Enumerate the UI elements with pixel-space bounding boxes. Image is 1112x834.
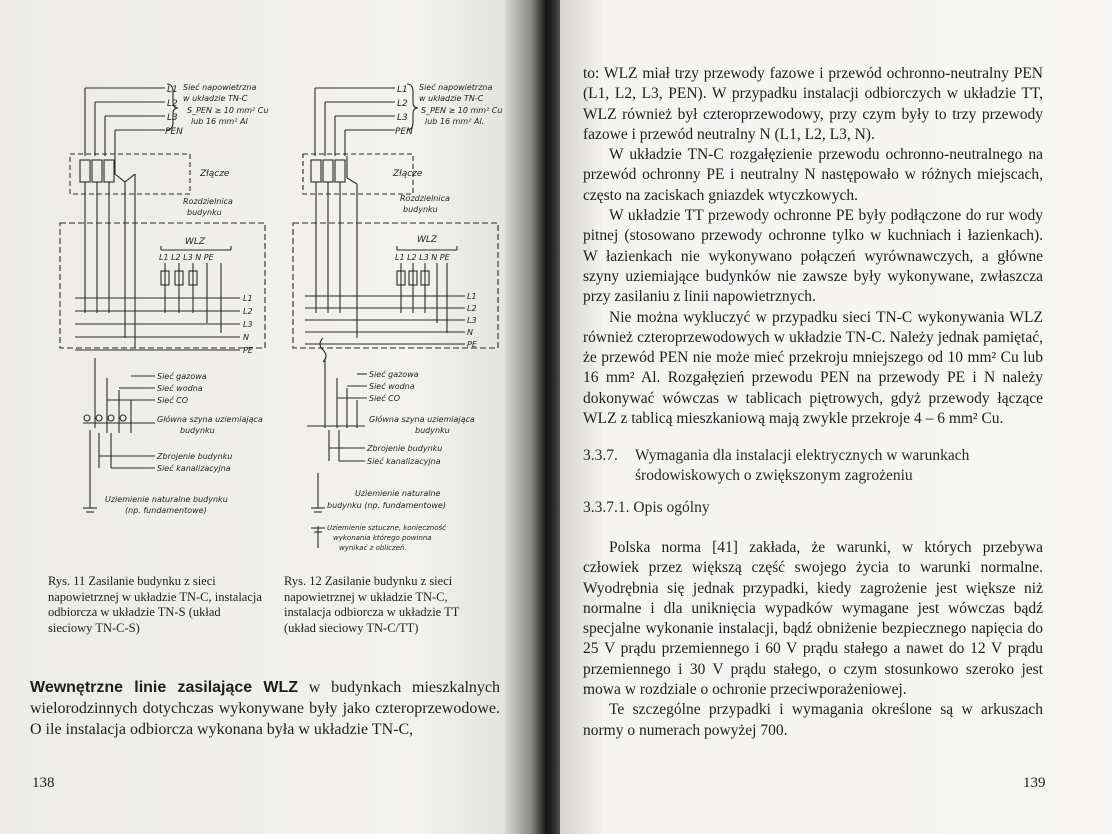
fig12-wire-pen: PEN <box>395 127 413 137</box>
fig11-out-l3: L3 <box>243 320 253 329</box>
figure-12-caption: Rys. 12 Zasilanie budynku z sieci napowietrznej w układzie TN-C, instalacja odbiorcza w układzie TT (układ sieciowy TN-C/TT) <box>284 574 460 635</box>
fig11-util-co: Sieć CO <box>157 396 189 405</box>
fig12-util-gas: Sieć gazowa <box>369 370 419 379</box>
fig11-wire-l2: L2 <box>167 99 178 109</box>
paragraph: Nie można wykluczyć w przypadku sieci TN-C wykonywania WLZ również czteroprzewodowych w układzie TN-C. Należy jednak pamiętać, że przewód PEN nie może mieć przekroju mniejszego od 10 mm² Cu lub 16 mm² Al. Rozgałęzień przewodu PEN na przewody PE i N należy dokonywać wówczas w tablicach piętrowych, gdyż przewody łączące WLZ z tablicą mieszkaniową mają zwykle przekroje 4 – 6 mm² Cu. <box>583 308 1043 428</box>
left-page <box>0 0 520 834</box>
fig12-out-l3: L3 <box>467 316 477 325</box>
fig12-wire-l2: L2 <box>397 99 408 109</box>
fig12-overhead-3: S_PEN ≥ 10 mm² Cu <box>421 106 503 115</box>
fig11-mainbar-1: Główna szyna uziemiająca <box>157 415 263 424</box>
wlz-lead-term: Wewnętrzne linie zasilające WLZ <box>30 679 299 696</box>
fig12-wire-l1: L1 <box>397 85 408 95</box>
fig11-overhead-3: S_PEN ≥ 10 mm² Cu <box>187 106 269 115</box>
fig12-overhead-1: Sieć napowietrzna <box>419 83 493 92</box>
left-body-text: w budynkach mieszkalnych wielorodzinnych dotychczas wykonywane były jako czteroprzewodowe. O ile instalacja odbiorcza wykonana była w układzie TN-C, <box>30 679 500 738</box>
fig11-wlz: WLZ <box>185 237 206 247</box>
fig12-util-co: Sieć CO <box>369 394 401 403</box>
figure-11-diagram <box>55 78 280 518</box>
fig11-uziemienie-2: (np. fundamentowe) <box>125 506 207 515</box>
fig12-mainbar-2: budynku <box>415 426 450 435</box>
fig11-wire-pen: PEN <box>165 127 183 137</box>
page-number-right: 139 <box>1023 775 1046 791</box>
fig12-util-water: Sieć wodna <box>369 382 415 391</box>
fig12-uziemienie-1: Uziemienie naturalne <box>355 489 441 498</box>
fig12-kanalizacja: Sieć kanalizacyjna <box>367 457 441 466</box>
fig12-sztuczne-1: Uziemienie sztuczne, konieczność <box>327 524 447 532</box>
fig12-sztuczne-3: wynikać z obliczeń. <box>339 544 407 552</box>
fig12-zbrojenie: Zbrojenie budynku <box>367 444 443 453</box>
right-body-block-2 <box>583 538 1043 741</box>
figure-12-diagram <box>285 78 510 568</box>
fig11-uziemienie-1: Uziemienie naturalne budynku <box>105 495 228 504</box>
fig12-overhead-2: w układzie TN-C <box>419 94 484 103</box>
fig11-out-l1: L1 <box>243 294 253 303</box>
fig11-overhead-2: w układzie TN-C <box>183 94 248 103</box>
fig11-overhead-1: Sieć napowietrzna <box>183 83 257 92</box>
paragraph: Te szczególne przypadki i wymagania określone są w arkuszach normy o numerach powyżej 700. <box>583 701 1043 739</box>
fig12-rozdz-2: budynku <box>403 205 438 214</box>
fig12-overhead-4: lub 16 mm² Al. <box>425 117 485 126</box>
right-body-block-1 <box>583 64 1043 429</box>
fig11-zbrojenie: Zbrojenie budynku <box>157 452 233 461</box>
fig12-rozdz-1: Rozdzielnica <box>400 194 450 203</box>
fig12-out-n: N <box>467 328 473 337</box>
fig11-rozdz-2: budynku <box>187 208 222 217</box>
fig11-wire-l3: L3 <box>167 113 178 123</box>
fig12-out-pe: PE <box>467 340 477 349</box>
fig12-sztuczne-2: wykonania którego powinna <box>333 534 432 542</box>
fig12-wlz-wires: L1 L2 L3 N PE <box>395 253 450 262</box>
section-3-3-7-1-heading: 3.3.7.1. Opis ogólny <box>583 499 710 516</box>
left-body-paragraph <box>30 677 500 740</box>
fig11-out-l2: L2 <box>243 307 253 316</box>
paragraph: Polska norma [41] zakłada, że warunki, w których przebywa człowiek przez większą część swojego życia to warunki normalne. Wyodrębnia się jednak przypadki, kiedy zagrożenie jest większe niż normalne i dla uniknięcia wypadków wymagane jest wówczas bądź specjalne wykonanie instalacji, bądź obniżenie bezpiecznego napięcia do 25 V prądu przemiennego i 60 V prądu stałego a nawet do 12 V prądu przemiennego i 30 V prądu stałego, o czym stosunkowo szeroko jest mowa w rozdziale o ochronie przeciwporażeniowej. <box>583 539 1043 699</box>
fig11-zlacze: Złącze <box>200 169 230 179</box>
fig11-wlz-wires: L1 L2 L3 N PE <box>159 253 214 262</box>
fig11-wire-l1: L1 <box>167 85 178 95</box>
fig12-wlz: WLZ <box>417 235 438 245</box>
fig12-wire-l3: L3 <box>397 113 408 123</box>
fig11-util-gas: Sieć gazowa <box>157 372 207 381</box>
figure-11-caption: Rys. 11 Zasilanie budynku z sieci napowietrznej w układzie TN-C, instalacja odbiorcza w układzie TN-S (układ sieciowy TN-C-S) <box>48 574 262 635</box>
fig12-uziemienie-2: budynku (np. fundamentowe) <box>327 501 446 510</box>
section-3-3-7-heading <box>583 446 1023 486</box>
fig12-zlacze: Złącze <box>393 169 423 179</box>
fig12-out-l2: L2 <box>467 304 477 313</box>
fig12-mainbar-1: Główna szyna uziemiająca <box>369 415 475 424</box>
fig11-out-pe: PE <box>243 346 253 355</box>
fig11-kanalizacja: Sieć kanalizacyjna <box>157 464 231 473</box>
paragraph: to: WLZ miał trzy przewody fazowe i przewód ochronno-neutralny PEN (L1, L2, L3, PEN). W przypadku instalacji odbiorczych w układzie TT, WLZ również był czteroprzewodowy, przy czym były to trzy przewody fazowe i przewód neutralny N (L1, L2, L3, N). <box>583 65 1043 143</box>
fig11-util-water: Sieć wodna <box>157 384 203 393</box>
section-number: 3.3.7. <box>583 447 618 464</box>
paragraph: W układzie TT przewody ochronne PE były podłączone do rur wody pitnej (stosowano przewody ochronne tylko w kuchniach i łazienkach). W łazienkach nie wykonywano połączeń wyrównawczych, a główne szyny uziemiające budynków nie zawsze były wykonywane, zwłaszcza przy zasilaniu z linii napowietrznych. <box>583 207 1043 306</box>
fig12-out-l1: L1 <box>467 292 477 301</box>
paragraph: W układzie TN-C rozgałęzienie przewodu ochronno-neutralnego na przewód ochronny PE i neutralny N następowało w różnych miejscach, często na zaciskach gniazdek wtyczkowych. <box>583 146 1043 204</box>
page-number-left: 138 <box>32 775 55 791</box>
section-title: Wymagania dla instalacji elektrycznych w warunkach środowiskowych o zwiększonym zagrożeniu <box>635 447 970 484</box>
fig11-mainbar-2: budynku <box>180 426 215 435</box>
fig11-rozdz-1: Rozdzielnica <box>183 197 233 206</box>
fig11-out-n: N <box>243 333 249 342</box>
fig11-overhead-4: lub 16 mm² Al <box>191 117 248 126</box>
